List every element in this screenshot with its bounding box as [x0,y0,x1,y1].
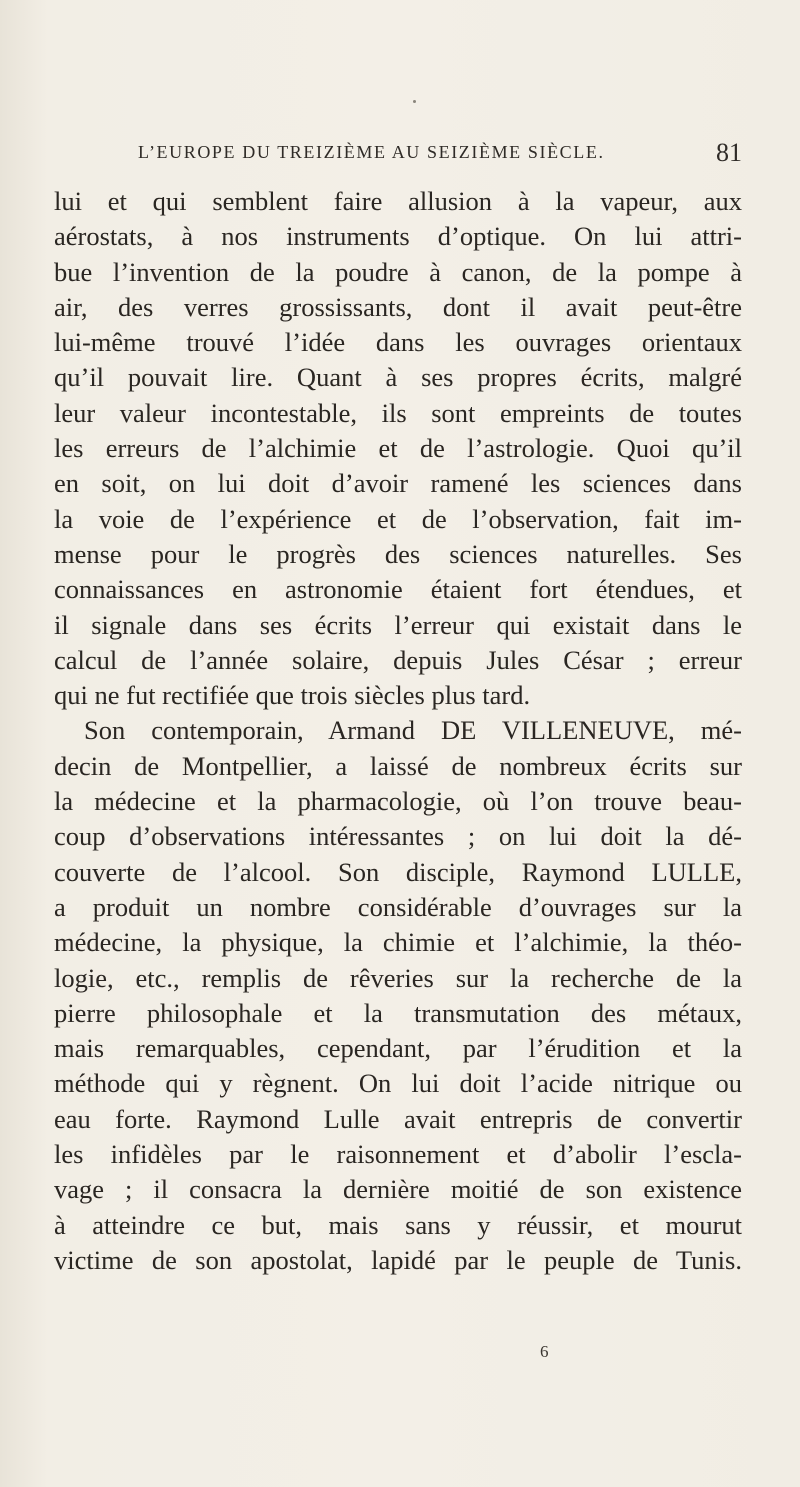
text-line: a produit un nombre considérable d’ouvrages sur la [54,891,742,922]
text-line: decin de Montpellier, a laissé de nombreux écrits sur [54,750,742,781]
page-number: 81 [716,138,742,167]
text-line: leur valeur incontestable, ils sont empreints de toutes [54,397,742,428]
text-line: couverte de l’alcool. Son disciple, Raymond LULLE, [54,856,742,887]
text-line: les erreurs de l’alchimie et de l’astrologie. Quoi qu’il [54,433,742,464]
text-line: les infidèles par le raisonnement et d’abolir l’escla- [54,1139,742,1170]
text-line: air, des verres grossissants, dont il avait peut-être [54,291,742,322]
text-line: méthode qui y règnent. On lui doit l’acide nitrique ou [54,1068,742,1099]
text-line: qu’il pouvait lire. Quant à ses propres écrits, malgré [54,362,742,393]
text-line: bue l’invention de la poudre à canon, de la pompe à [54,256,742,287]
text-line: vage ; il consacra la dernière moitié de son existence [54,1174,742,1205]
text-line: la voie de l’expérience et de l’observation, fait im- [54,503,742,534]
text-line: lui-même trouvé l’idée dans les ouvrages orientaux [54,327,742,358]
text-line: mais remarquables, cependant, par l’érudition et la [54,1033,742,1064]
text-line: lui et qui semblent faire allusion à la vapeur, aux [54,186,742,216]
running-title: L’EUROPE DU TREIZIÈME AU SEIZIÈME SIÈCLE. [138,142,605,162]
text-line: il signale dans ses écrits l’erreur qui existait dans le [54,609,742,640]
text-line: calcul de l’année solaire, depuis Jules César ; erreur [54,644,742,675]
text-line: coup d’observations intéressantes ; on lui doit la dé- [54,821,742,852]
text-line: la médecine et la pharmacologie, où l’on trouve beau- [54,786,742,817]
text-line: pierre philosophale et la transmutation des métaux, [54,997,742,1028]
body-text [54,184,742,1278]
signature-mark: 6 [540,1342,549,1361]
text-line: logie, etc., remplis de rêveries sur la recherche de la [54,962,742,993]
paper-speck [413,100,416,103]
text-line: mense pour le progrès des sciences naturelles. Ses [54,538,742,569]
text-line: à atteindre ce but, mais sans y réussir, et mourut [54,1209,742,1240]
text-line: qui ne fut rectifiée que trois siècles plus tard. [54,680,531,711]
text-line: médecine, la physique, la chimie et l’alchimie, la théo- [54,927,742,958]
text-line: Son contemporain, Armand DE VILLENEUVE, mé- [84,715,742,746]
text-line: aérostats, à nos instruments d’optique. On lui attri- [54,221,742,252]
text-line: victime de son apostolat, lapidé par le peuple de Tunis. [54,1244,742,1275]
text-line: connaissances en astronomie étaient fort étendues, et [54,574,742,605]
page-header [138,138,742,172]
text-line: en soit, on lui doit d’avoir ramené les sciences dans [54,468,742,499]
text-line: eau forte. Raymond Lulle avait entrepris de convertir [54,1103,742,1134]
